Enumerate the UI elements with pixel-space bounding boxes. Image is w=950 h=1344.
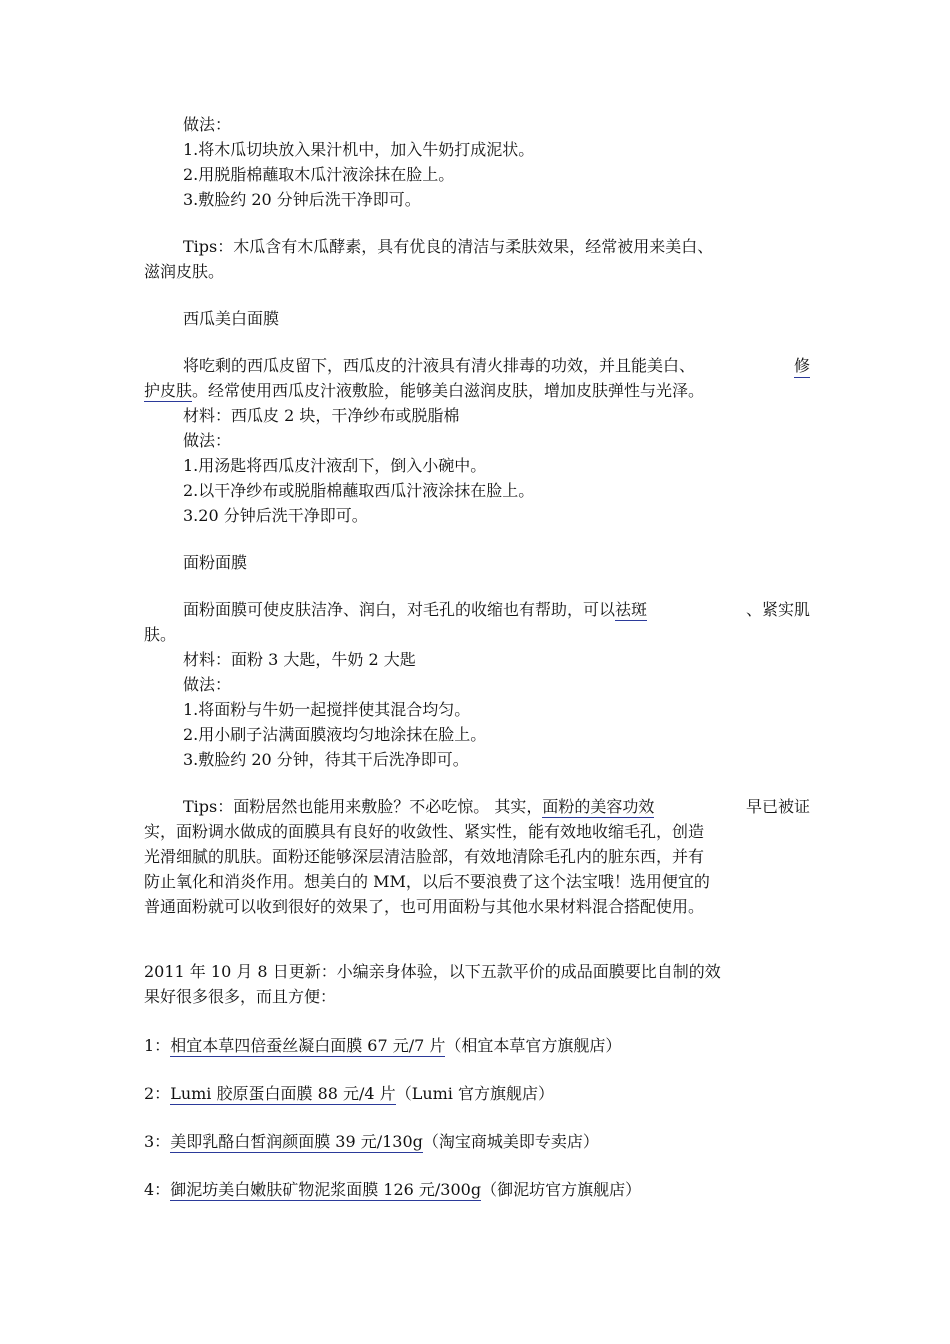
update-paragraph-cont: 果好很多很多，而且方便： bbox=[144, 987, 337, 1006]
spacer bbox=[144, 1009, 810, 1033]
step-item: 3.敷脸约 20 分钟，待其干后洗净即可。 bbox=[183, 750, 469, 769]
materials-text: 材料：面粉 3 大匙，牛奶 2 大匙 bbox=[183, 650, 416, 669]
materials-text: 材料：西瓜皮 2 块，干净纱布或脱脂棉 bbox=[183, 406, 460, 425]
tips-paragraph-cont: 光滑细腻的肌肤。面粉还能够深层清洁脸部，有效地清除毛孔内的脏东西，并有 bbox=[144, 847, 705, 866]
item-number: 3： bbox=[144, 1132, 171, 1151]
product-link[interactable]: 御泥坊美白嫩肤矿物泥浆面膜 126 元/300g bbox=[170, 1180, 482, 1199]
intro-paragraph-cont bbox=[144, 378, 810, 403]
step-item: 1.将木瓜切块放入果汁机中，加入牛奶打成泥状。 bbox=[183, 140, 535, 159]
spacer bbox=[144, 1106, 810, 1129]
tips-paragraph: Tips：木瓜含有木瓜酵素，具有优良的清洁与柔肤效果，经常被用来美白、 bbox=[183, 237, 714, 256]
steps-label: 做法： bbox=[183, 115, 232, 134]
intro-text: 将吃剩的西瓜皮留下，西瓜皮的汁液具有清火排毒的功效，并且能美白、 bbox=[183, 356, 696, 375]
shop-name: （御泥坊官方旗舰店） bbox=[481, 1180, 642, 1199]
spacer bbox=[144, 919, 810, 959]
spacer bbox=[144, 528, 810, 550]
steps-label: 做法： bbox=[183, 431, 232, 450]
repair-skin-link[interactable]: 修 bbox=[794, 353, 810, 378]
step-item: 3.敷脸约 20 分钟后洗干净即可。 bbox=[183, 190, 421, 209]
update-paragraph: 2011 年 10 月 8 日更新：小编亲身体验，以下五款平价的成品面膜要比自制的效 bbox=[144, 962, 721, 981]
product-list-item bbox=[144, 1081, 810, 1106]
intro-paragraph bbox=[144, 597, 810, 622]
spacer bbox=[144, 772, 810, 794]
shop-name: （相宜本草官方旗舰店） bbox=[445, 1036, 622, 1055]
spacer bbox=[144, 575, 810, 597]
product-link[interactable]: Lumi 胶原蛋白面膜 88 元/4 片 bbox=[170, 1084, 396, 1103]
product-list-item bbox=[144, 1129, 810, 1154]
shop-name: （Lumi 官方旗舰店） bbox=[395, 1084, 554, 1103]
freckle-removal-link[interactable]: 祛斑 bbox=[615, 600, 648, 619]
step-item: 3.20 分钟后洗干净即可。 bbox=[183, 506, 368, 525]
tips-paragraph-cont: 防止氧化和消炎作用。想美白的 MM，以后不要浪费了这个法宝哦！选用便宜的 bbox=[144, 872, 710, 891]
intro-text bbox=[183, 597, 647, 622]
intro-text: 。经常使用西瓜皮汁液敷脸，能够美白滋润皮肤，增加皮肤弹性与光泽。 bbox=[192, 381, 705, 400]
tips-paragraph-cont: 滋润皮肤。 bbox=[144, 262, 225, 281]
spacer bbox=[144, 1058, 810, 1081]
steps-label: 做法： bbox=[183, 675, 232, 694]
tips-text bbox=[183, 794, 654, 819]
step-item: 2.以干净纱布或脱脂棉蘸取西瓜汁液涂抹在脸上。 bbox=[183, 481, 535, 500]
product-link[interactable]: 相宜本草四倍蚕丝凝白面膜 67 元/7 片 bbox=[170, 1036, 446, 1055]
item-number: 1： bbox=[144, 1036, 171, 1055]
tips-text-post: 早已被证 bbox=[745, 797, 810, 816]
repair-skin-link[interactable]: 护皮肤 bbox=[144, 381, 193, 400]
step-item: 1.用汤匙将西瓜皮汁液刮下，倒入小碗中。 bbox=[183, 456, 487, 475]
product-link[interactable]: 美即乳酪白皙润颜面膜 39 元/130g bbox=[170, 1132, 423, 1151]
section-title: 面粉面膜 bbox=[183, 553, 248, 572]
flour-beauty-link[interactable]: 面粉的美容功效 bbox=[542, 797, 655, 816]
shop-name: （淘宝商城美即专卖店） bbox=[422, 1132, 599, 1151]
tips-paragraph bbox=[144, 794, 810, 819]
spacer bbox=[144, 284, 810, 306]
step-item: 2.用小刷子沾满面膜液均匀地涂抹在脸上。 bbox=[183, 725, 487, 744]
spacer bbox=[144, 212, 810, 234]
section-title: 西瓜美白面膜 bbox=[183, 309, 280, 328]
product-list-item bbox=[144, 1033, 810, 1058]
intro-paragraph-cont: 肤。 bbox=[144, 625, 177, 644]
spacer bbox=[144, 1154, 810, 1177]
intro-text-pre: 面粉面膜可使皮肤洁净、润白，对毛孔的收缩也有帮助，可以 bbox=[183, 600, 616, 619]
step-item: 1.将面粉与牛奶一起搅拌使其混合均匀。 bbox=[183, 700, 471, 719]
tips-paragraph-cont: 实，面粉调水做成的面膜具有良好的收敛性、紧实性，能有效地收缩毛孔，创造 bbox=[144, 822, 705, 841]
document-body bbox=[144, 112, 810, 1202]
spacer bbox=[144, 331, 810, 353]
step-item: 2.用脱脂棉蘸取木瓜汁液涂抹在脸上。 bbox=[183, 165, 455, 184]
item-number: 2： bbox=[144, 1084, 171, 1103]
product-list-item bbox=[144, 1177, 810, 1202]
intro-text-post: 、紧实肌 bbox=[745, 600, 810, 619]
tips-text-pre: Tips：面粉居然也能用来敷脸？不必吃惊。 其实， bbox=[183, 797, 543, 816]
tips-paragraph-cont: 普通面粉就可以收到很好的效果了，也可用面粉与其他水果材料混合搭配使用。 bbox=[144, 897, 705, 916]
item-number: 4： bbox=[144, 1180, 171, 1199]
intro-paragraph bbox=[144, 353, 810, 378]
